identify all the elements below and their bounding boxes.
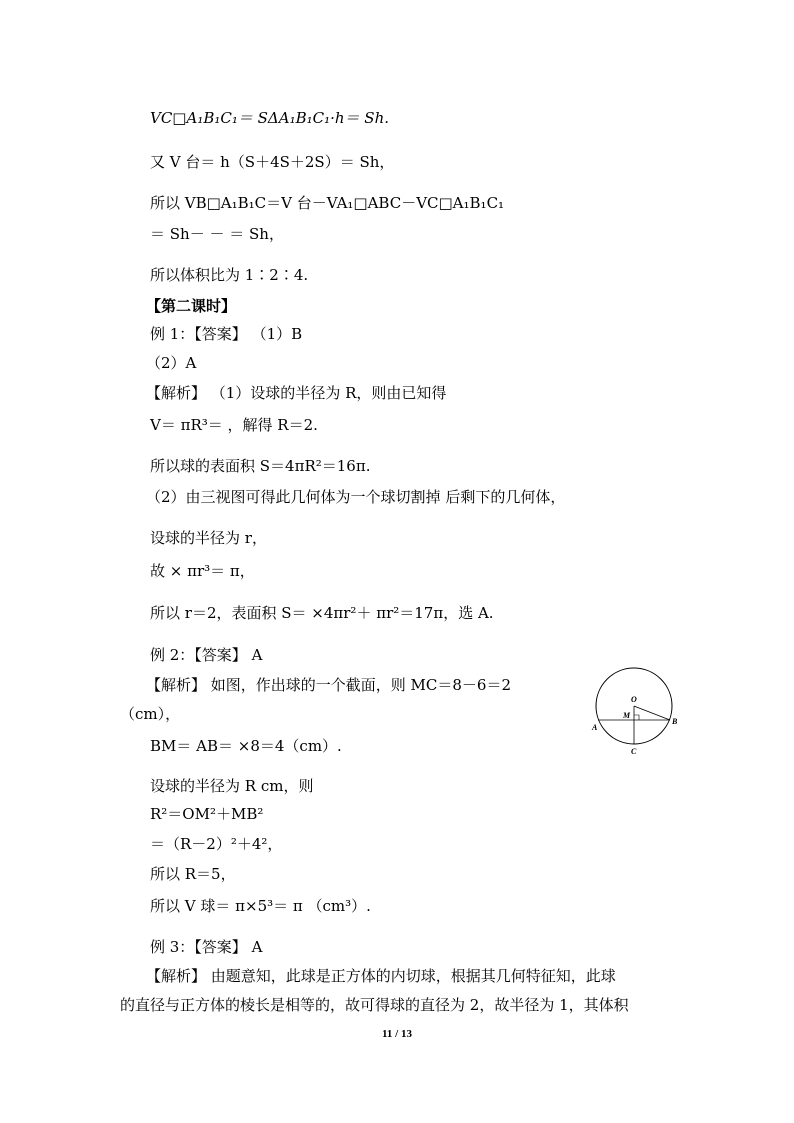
text-line-19: BM＝ AB＝ ×8＝4（cm）. (150, 737, 342, 755)
text-line-11: 所以球的表面积 S＝4πR²＝16π. (150, 457, 371, 475)
text-line-16: 例 2：【答案】 A (150, 646, 263, 664)
text-line-24: 所以 V 球＝ π×5³＝ π （cm³）. (150, 897, 371, 915)
right-angle-mark (634, 715, 639, 720)
text-line-15: 所以 r＝2，表面积 S＝ ×4πr²＋ πr²＝17π，选 A. (150, 604, 494, 622)
text-line-13: 设球的半径为 r， (150, 529, 267, 547)
label-b: B (672, 717, 678, 726)
section-heading: 【第二课时】 (146, 297, 237, 315)
text-line-17: 【解析】 如图，作出球的一个截面，则 MC＝8－6＝2 (146, 676, 512, 694)
text-line-4: ＝ Sh－ － ＝ Sh， (150, 225, 284, 243)
label-m: M (623, 711, 631, 720)
text-line-22: ＝（R－2）²＋4²， (150, 835, 283, 853)
text-line-27: 的直径与正方体的棱长是相等的，故可得球的直径为 2，故半径为 1，其体积 (120, 996, 629, 1014)
label-c: C (631, 747, 637, 756)
label-a: A (592, 723, 598, 732)
text-line-20: 设球的半径为 R cm，则 (150, 777, 314, 795)
text-line-8: （2）A (146, 354, 197, 372)
text-line-23: 所以 R＝5， (150, 865, 236, 883)
text-line-14: 故 × πr³＝ π， (150, 562, 255, 580)
text-line-2: 又 V 台＝ h（S＋4S＋2S）＝ Sh， (150, 153, 395, 171)
text-line-3: 所以 VB□A₁B₁C＝V 台－VA₁□ABC－VC□A₁B₁C₁ (150, 194, 505, 212)
text-line-1: VC□A₁B₁C₁＝ SΔA₁B₁C₁·h＝ Sh. (150, 109, 390, 127)
text-line-26: 【解析】 由题意知，此球是正方体的内切球，根据其几何特征知，此球 (146, 967, 616, 985)
text-line-18: （cm）， (120, 705, 181, 723)
label-o: O (631, 695, 637, 704)
text-line-5: 所以体积比为 1∶2∶4. (150, 266, 309, 284)
text-line-9: 【解析】 （1）设球的半径为 R，则由已知得 (146, 384, 447, 402)
text-line-21: R²＝OM²＋MB² (150, 805, 264, 823)
text-line-10: V＝ πR³＝ ，解得 R＝2. (150, 416, 318, 434)
page-number: 11 / 13 (382, 1028, 412, 1040)
text-line-7: 例 1：【答案】 （1）B (150, 325, 303, 343)
sphere-section-figure (588, 660, 680, 760)
segment-ob (634, 706, 670, 720)
text-line-12: （2）由三视图可得此几何体为一个球切割掉 后剩下的几何体， (146, 488, 566, 506)
text-line-25: 例 3：【答案】 A (150, 938, 263, 956)
